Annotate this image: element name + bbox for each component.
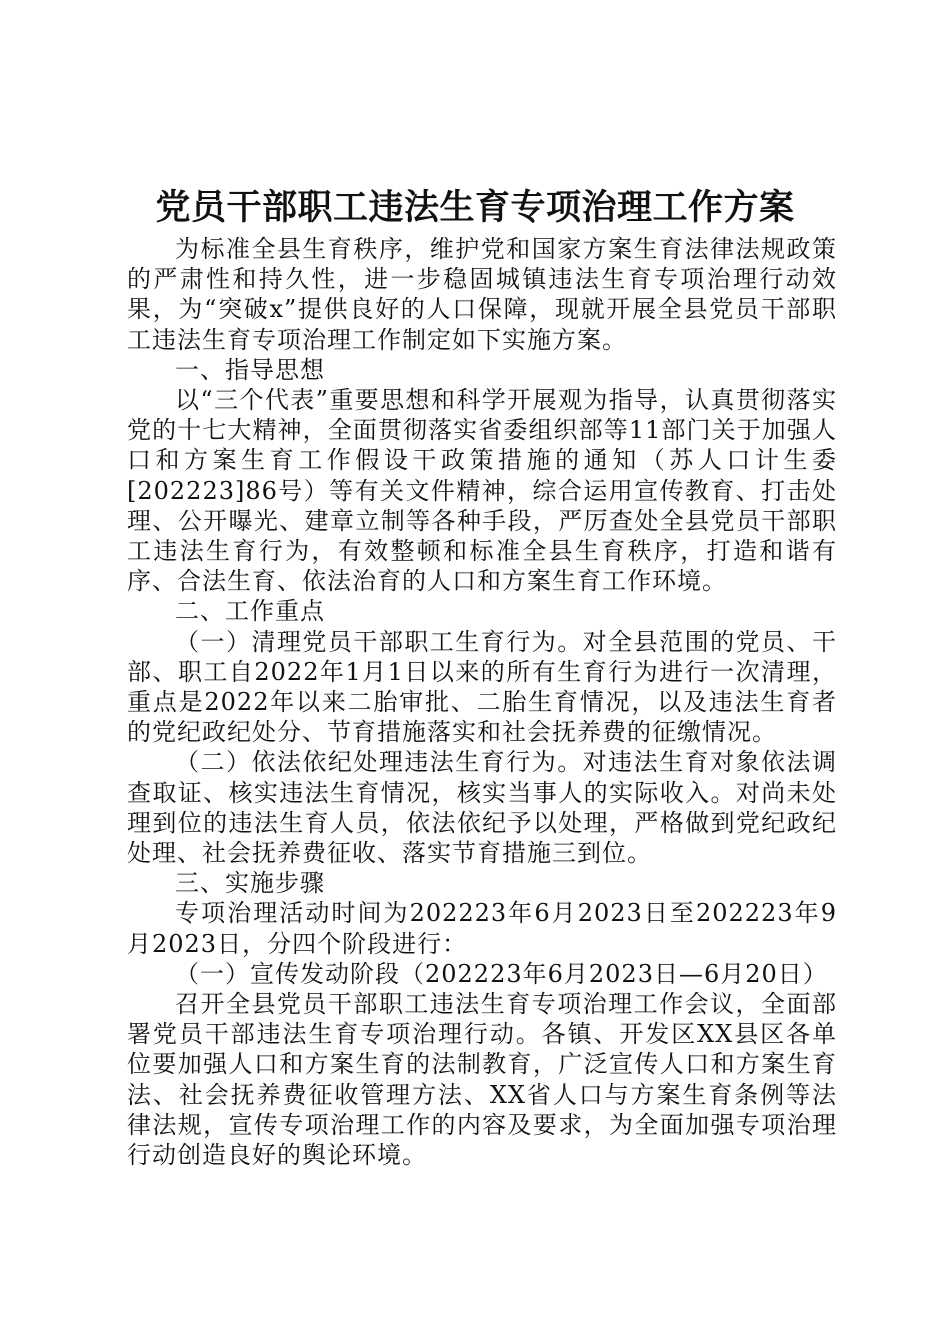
section-heading-guiding-ideology: 一、指导思想: [175, 355, 325, 384]
intro-paragraph: 为标准全县生育秩序，维护党和国家方案生育法律法规政策的严肃性和持久性，进一步稳固城镇违法生育专项治理行动效果，为“突破x”提供良好的人口保障，现就开展全县党员干部职工违法生育专项治理工作制定如下实施方案。: [127, 235, 837, 354]
publicity-stage-paragraph: 召开全县党员干部职工违法生育专项治理工作会议，全面部署党员干部违法生育专项治理行动。各镇、开发区XX县区各单位要加强人口和方案生育的法制教育，广泛宣传人口和方案生育法、社会抚养费征收管理方法、XX省人口与方案生育条例等法律法规，宣传专项治理工作的内容及要求，为全面加强专项治理行动创造良好的舆论环境。: [127, 990, 837, 1170]
guiding-ideology-paragraph: 以“三个代表”重要思想和科学开展观为指导，认真贯彻落实党的十七大精神，全面贯彻落实省委组织部等11部门关于加强人口和方案生育工作假设干政策措施的通知（苏人口计生委[202223]86号）等有关文件精神，综合运用宣传教育、打击处理、公开曝光、建章立制等各种手段，严厉查处全县党员干部职工违法生育行为，有效整顿和标准全县生育秩序，打造和谐有序、合法生育、依法治育的人口和方案生育工作环境。: [127, 386, 837, 596]
stage-heading-publicity: （一）宣传发动阶段（202223年6月2023日—6月20日）: [175, 959, 828, 988]
implementation-timeline-paragraph: 专项治理活动时间为202223年6月2023日至202223年9月2023日，分四个阶段进行：: [127, 899, 837, 958]
section-heading-work-focus: 二、工作重点: [175, 597, 325, 626]
work-focus-item-1: （一）清理党员干部职工生育行为。对全县范围的党员、干部、职工自2022年1月1日以来的所有生育行为进行一次清理，重点是2022年以来二胎审批、二胎生育情况，以及违法生育者的党纪政纪处分、节育措施落实和社会抚养费的征缴情况。: [127, 627, 837, 747]
document-body: [127, 234, 837, 1170]
section-heading-implementation-steps: 三、实施步骤: [175, 869, 325, 898]
document-title: 党员干部职工违法生育专项治理工作方案: [155, 187, 795, 228]
work-focus-item-2: （二）依法依纪处理违法生育行为。对违法生育对象依法调查取证、核实违法生育情况，核实当事人的实际收入。对尚未处理到位的违法生育人员，依法依纪予以处理，严格做到党纪政纪处理、社会抚养费征收、落实节育措施三到位。: [127, 748, 837, 868]
